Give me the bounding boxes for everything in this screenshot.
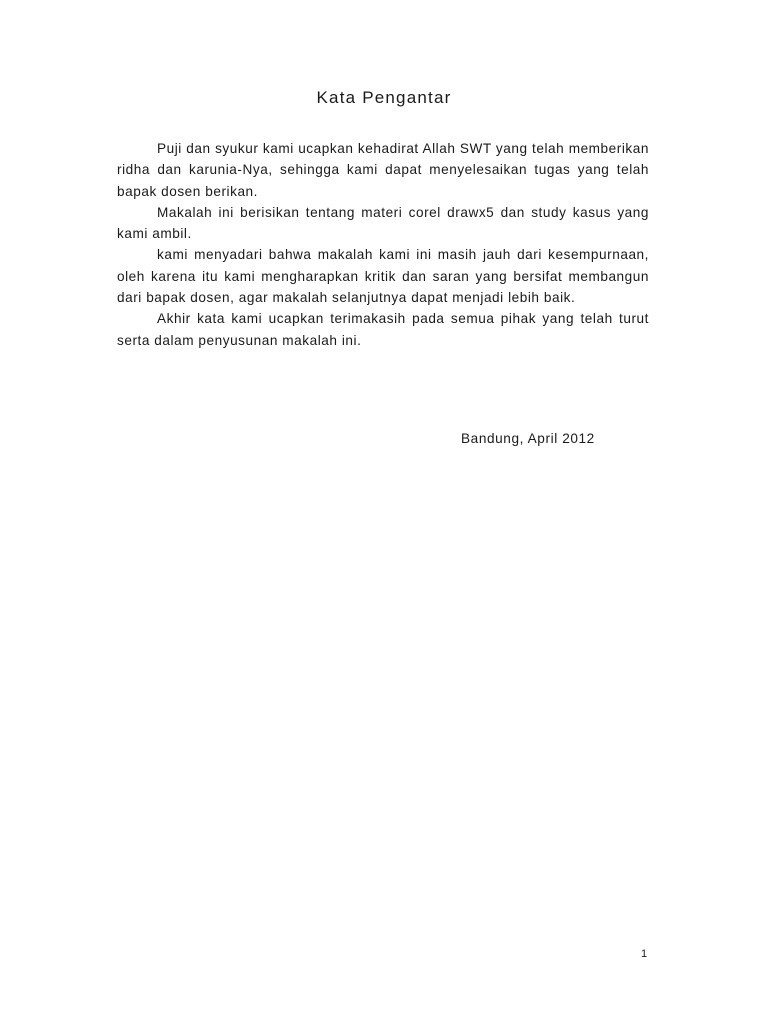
- page-number: 1: [641, 948, 648, 960]
- paragraph-closing: Akhir kata kami ucapkan terimakasih pada semua pihak yang telah turut serta dalam penyusunan makalah ini.: [117, 311, 649, 348]
- page-title: Kata Pengantar: [316, 88, 452, 107]
- paragraph-gratitude: Puji dan syukur kami ucapkan kehadirat Allah SWT yang telah memberikan ridha dan karunia-Nya, sehingga kami dapat menyelesaikan tugas yang telah bapak dosen berikan.: [117, 141, 649, 199]
- place-date: Bandung, April 2012: [461, 431, 595, 446]
- paragraph-content: Makalah ini berisikan tentang materi corel drawx5 dan study kasus yang kami ambil.: [117, 204, 649, 242]
- body-text: [117, 138, 649, 351]
- paragraph-imperfection: kami menyadari bahwa makalah kami ini masih jauh dari kesempurnaan, oleh karena itu kami mengharapkan kritik dan saran yang bersifat membangun dari bapak dosen, agar makalah selanjutnya dapat menjadi lebih baik.: [117, 247, 649, 306]
